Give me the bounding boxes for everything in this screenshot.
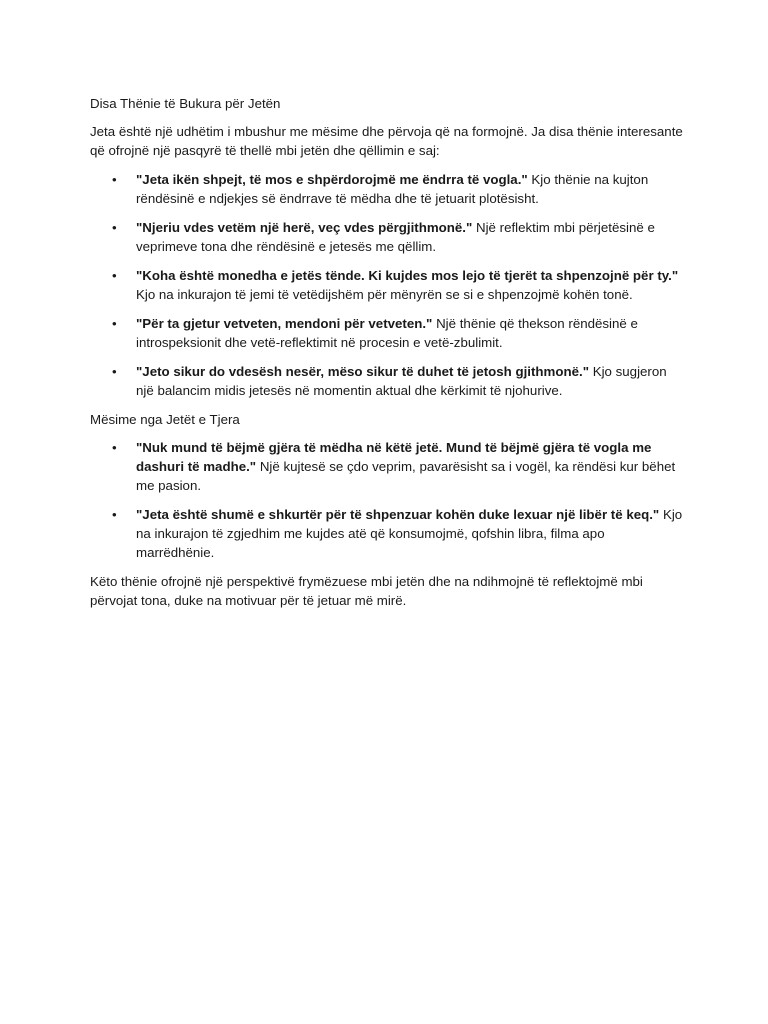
bullet-icon: • bbox=[112, 316, 117, 331]
quote-text: "Jeta është shumë e shkurtër për të shpenzuar kohën duke lexuar një libër të keq." bbox=[136, 507, 660, 522]
list-item bbox=[90, 218, 684, 256]
list-item bbox=[90, 438, 684, 495]
section-heading: Mësime nga Jetët e Tjera bbox=[90, 412, 240, 427]
intro-paragraph: Jeta është një udhëtim i mbushur me mësime dhe përvoja që na formojnë. Ja disa thënie interesante që ofrojnë një pasqyrë të thellë mbi jetën dhe qëllimin e saj: bbox=[90, 124, 683, 158]
quote-comment: Kjo sugjeron një balancim midis jetesës në momentin aktual dhe kërkimit të njohurive. bbox=[136, 364, 667, 398]
quote-text: "Njeriu vdes vetëm një herë, veç vdes përgjithmonë." bbox=[136, 220, 473, 235]
conclusion-paragraph: Këto thënie ofrojnë një perspektivë frymëzuese mbi jetën dhe na ndihmojnë të reflektojmë mbi përvojat tona, duke na motivuar për të jetuar më mirë. bbox=[90, 574, 643, 608]
list-item bbox=[90, 505, 684, 562]
quote-text: "Jeto sikur do vdesësh nesër, mëso sikur të duhet të jetosh gjithmonë." bbox=[136, 364, 590, 379]
quote-comment: Kjo na inkurajon të zgjedhim me kujdes atë që konsumojmë, qofshin libra, filma apo marrëdhënie. bbox=[136, 507, 683, 560]
quote-text: "Nuk mund të bëjmë gjëra të mëdha në këtë jetë. Mund të bëjmë gjëra të vogla me dashuri të madhe." bbox=[136, 440, 652, 474]
list-item bbox=[90, 362, 684, 400]
quote-comment: Një reflektim mbi përjetësinë e veprimeve tona dhe rëndësinë e jetesës me qëllim. bbox=[136, 220, 655, 254]
quote-text: "Koha është monedha e jetës tënde. Ki kujdes mos lejo të tjerët ta shpenzojnë për ty." bbox=[136, 268, 679, 283]
quotes-list bbox=[90, 170, 684, 400]
quote-text: "Jeta ikën shpejt, të mos e shpërdorojmë me ëndrra të vogla." bbox=[136, 172, 528, 187]
list-item bbox=[90, 314, 684, 352]
quotes-list-2 bbox=[90, 438, 684, 562]
bullet-icon: • bbox=[112, 507, 117, 522]
list-item bbox=[90, 170, 684, 208]
bullet-icon: • bbox=[112, 268, 117, 283]
bullet-icon: • bbox=[112, 220, 117, 235]
bullet-icon: • bbox=[112, 172, 117, 187]
list-item bbox=[90, 266, 684, 304]
quote-comment: Kjo na inkurajon të jemi të vetëdijshëm për mënyrën se si e shpenzojmë kohën tonë. bbox=[136, 287, 633, 302]
quote-text: "Për ta gjetur vetveten, mendoni për vetveten." bbox=[136, 316, 433, 331]
quote-comment: Kjo thënie na kujton rëndësinë e ndjekjes së ëndrrave të mëdha dhe të jetuarit plotësisht. bbox=[136, 172, 649, 206]
bullet-icon: • bbox=[112, 440, 117, 455]
bullet-icon: • bbox=[112, 364, 117, 379]
quote-comment: Një thënie që thekson rëndësinë e introspeksionit dhe vetë-reflektimit në procesin e vetë-zbulimit. bbox=[136, 316, 638, 350]
quote-comment: Një kujtesë se çdo veprim, pavarësisht sa i vogël, ka rëndësi kur bëhet me pasion. bbox=[136, 459, 676, 493]
document-title: Disa Thënie të Bukura për Jetën bbox=[90, 96, 281, 111]
